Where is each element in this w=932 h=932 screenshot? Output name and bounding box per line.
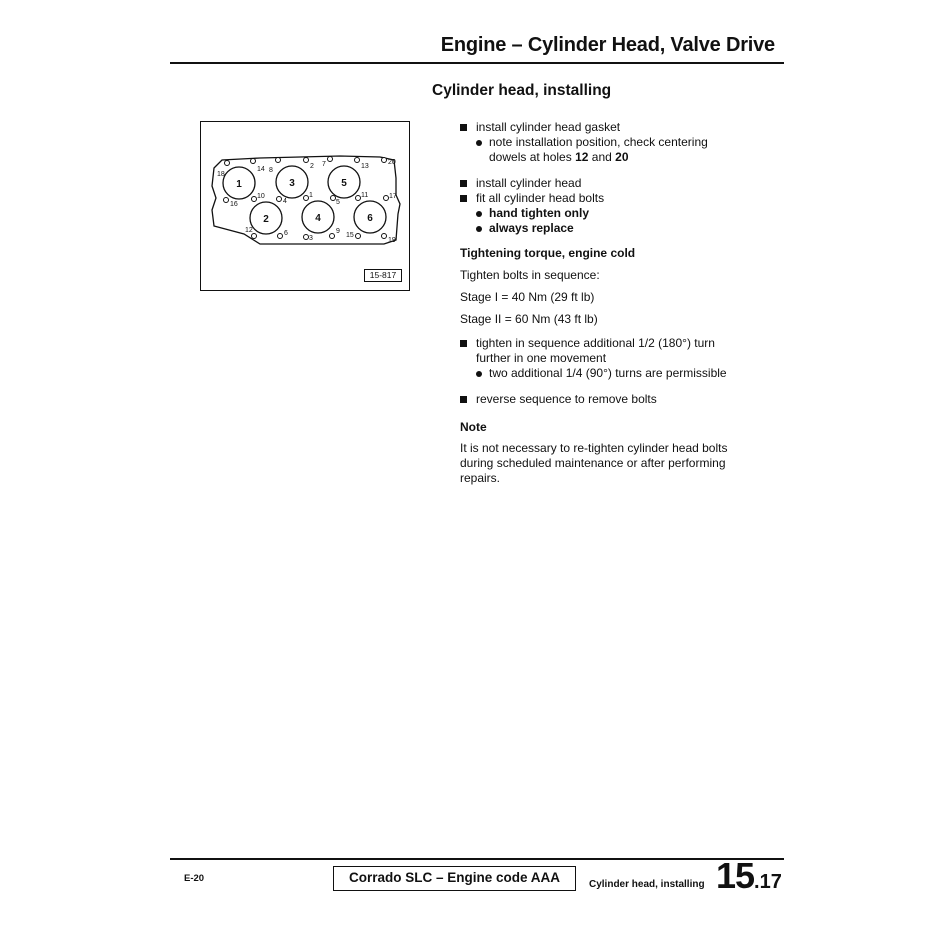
bolt-hole-14 [251,159,256,164]
footer-divider [170,858,784,860]
step-install-head: install cylinder head [460,176,780,191]
bolt-label-2: 2 [310,163,314,170]
step-fit-bolts: fit all cylinder head bolts [460,191,780,206]
bolt-label-5: 5 [336,199,340,206]
bolt-hole-18 [225,161,230,166]
note-heading: Note [460,420,487,434]
torque-stage-2: Stage II = 60 Nm (43 ft lb) [460,312,598,326]
cylinder-label-3: 3 [289,178,295,189]
dot-bullet-icon [476,226,482,232]
gasket-note: note installation position, check centering dowels at holes 12 and 20 [476,135,780,165]
bolt-hole-4 [277,197,282,202]
instructions-column [460,120,780,486]
bolt-hole-5 [331,196,336,201]
dot-bullet-icon [476,211,482,217]
square-bullet-icon [460,195,467,202]
torque-heading: Tightening torque, engine cold [460,246,636,260]
bolt-label-12: 12 [245,227,253,234]
square-bullet-icon [460,340,467,347]
step-additional-turn: tighten in sequence additional 1/2 (180°) turn further in one movement [460,336,780,366]
page-number [716,855,782,896]
bolt-label-10: 10 [257,193,265,200]
step-install-gasket: install cylinder head gasket [460,120,780,135]
footer-section-label: Cylinder head, installing [589,879,705,890]
bolt-hole-11 [356,196,361,201]
square-bullet-icon [460,124,467,131]
bolt-label-3: 3 [309,235,313,242]
bolt-hole-19 [382,234,387,239]
bolt-hole-15 [356,234,361,239]
cylinder-label-1: 1 [236,179,242,190]
bolt-hole-1 [304,196,309,201]
bolt-label-14: 14 [257,166,265,173]
bolt-label-8: 8 [269,167,273,174]
bolt-hole-13 [355,158,360,163]
cylinder-label-4: 4 [315,213,321,224]
bolt-hole-8 [276,158,281,163]
bolt-label-7: 7 [322,161,326,168]
bolt-hole-2 [304,158,309,163]
step-reverse: reverse sequence to remove bolts [460,392,780,407]
cylinder-label-6: 6 [367,213,373,224]
bolt-label-20: 20 [388,159,396,166]
torque-stage-1: Stage I = 40 Nm (29 ft lb) [460,290,595,304]
bolt-label-9: 9 [336,228,340,235]
bolt-hole-10 [252,197,257,202]
square-bullet-icon [460,396,467,403]
section-title: Cylinder head, installing [432,82,612,99]
bolt-hole-3 [304,235,309,240]
page-reference: E-20 [184,873,205,884]
cylinder-label-2: 2 [263,214,269,225]
bolt-hole-7 [328,157,333,162]
torque-sequence: Tighten bolts in sequence: [460,268,600,282]
bolt-label-4: 4 [283,198,287,205]
note-text: It is not necessary to re-tighten cylinder head bolts during scheduled maintenance or after performing repairs. [460,441,728,485]
bolt-label-13: 13 [361,163,369,170]
bolt-label-17: 17 [389,193,397,200]
bolt-hole-6 [278,234,283,239]
bolt-hole-16 [224,198,229,203]
page-number-main: 15 [716,855,755,896]
square-bullet-icon [460,180,467,187]
page-header-title: Engine – Cylinder Head, Valve Drive [440,34,775,56]
model-label: Corrado SLC – Engine code AAA [333,866,576,891]
dot-bullet-icon [476,371,482,377]
page-number-sub: .17 [754,871,782,893]
cylinder-label-5: 5 [341,178,347,189]
bolt-hole-17 [384,196,389,201]
bolt-hole-12 [252,234,257,239]
bolt-label-6: 6 [284,230,288,237]
bolt-label-19: 19 [388,237,396,244]
bolt-note-replace: always replace [476,221,780,236]
bolt-label-15: 15 [346,232,354,239]
bolt-label-1: 1 [309,192,313,199]
bolt-label-11: 11 [361,192,369,199]
bolt-label-18: 18 [217,171,225,178]
bolt-note-hand-tighten: hand tighten only [476,206,780,221]
bolt-label-16: 16 [230,201,238,208]
bolt-hole-20 [382,158,387,163]
additional-turn-note: two additional 1/4 (90°) turns are permissible [476,366,780,381]
bolt-hole-9 [330,234,335,239]
dot-bullet-icon [476,140,482,146]
figure-code: 15-817 [364,269,402,282]
